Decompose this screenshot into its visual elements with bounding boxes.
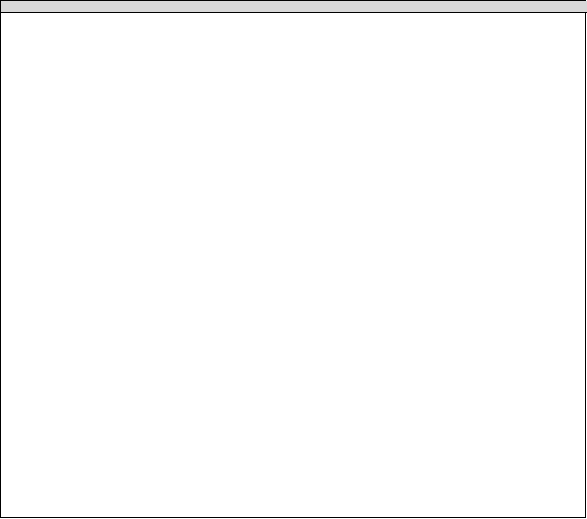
sheet-title [1, 1, 587, 13]
